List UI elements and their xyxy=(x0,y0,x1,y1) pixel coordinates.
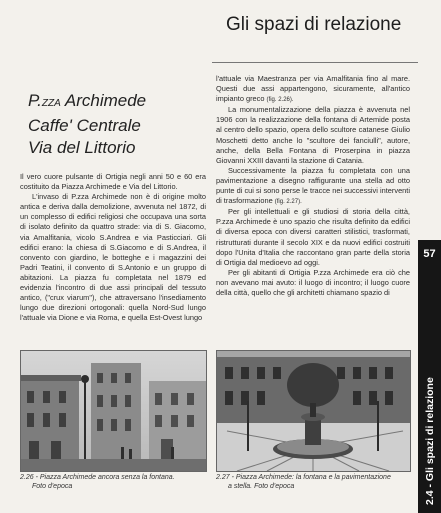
figure-reference: (fig. 2.27). xyxy=(274,199,302,206)
right-text-column xyxy=(216,74,410,298)
title-line-3: Via del Littorio xyxy=(28,138,136,157)
figure-reference: (fig. 2.26). xyxy=(266,97,294,104)
title-line-2: Caffe' Centrale xyxy=(28,116,141,135)
paragraph: Successivamente la piazza fu completata con una pavimentazione a disegno raffigurante una stella ad otto punte di cui si sono perse le tracce nei successivi interventi di trasformazione (fig. 2.27). xyxy=(216,165,410,206)
paragraph: La monumentalizzazione della piazza è avvenuta nel 1906 con la realizzazione della fontana di Artemide posta al centro dello spazio, opera dello scultore catanese Giulio Moschetti detto anche lo "scultore dei fanciulli", autore, anche, della Bella Fontana di Proserpina in piazza Giovanni XXIII davanti la stazione di Catania. xyxy=(216,105,410,165)
paragraph: Il vero cuore pulsante di Ortigia negli anni 50 e 60 era costituito da Piazza Archimede e Via del Littorio. xyxy=(20,172,206,192)
paragraph: l'attuale via Maestranza per via Amalfitania fino al mare. Questi due assi appartengono, sicuramente, all'antico impianto greco (fig. 2.26). xyxy=(216,74,410,104)
historic-photo-piazza-without-fountain xyxy=(20,350,207,472)
photo-illustration xyxy=(217,351,410,471)
photo-illustration xyxy=(21,351,206,471)
chapter-heading: Gli spazi di relazione xyxy=(226,14,402,35)
historic-photo-fountain-star-paving xyxy=(216,350,411,472)
paragraph: L'invaso di P.zza Archimede non è di origine molto antica e deriva dalla demolizione, avvenuta nel 1872, di un complesso di edifici religiosi che occupava una sorta di isolato definito da quattro strade: via di S. Giacomo, via Amalfitania, vicolo S.Andrea e via Pasticciari. Gli edifici erano: la chiesa di S.Giacomo e di S.Andrea, il convento con giardino, le botteghe e i magazzini dei Padri Teatini, il convento di S.Antonio e un gruppo di abitazioni. La piazza fu completata nel 1879 ed evidenzia l'incontro di due assi principali del tessuto antico, ("crux viarum"), che attraversano l'insediamento lungo due direzioni ortogonali: quella Nord-Sud lungo l'attuale via Dione e via Roma, e quella Est-Ovest lungo xyxy=(20,192,206,323)
section-label: 2.4 - Gli spazi di relazione xyxy=(424,377,436,505)
paragraph: Per gli intellettuali e gli studiosi di storia della città, P.zza Archimede è uno spazio che risulta definito da edifici di diversa epoca con diversi caratteri stilistici, trasformati, ristrutturati durante il secolo XIX e da nuovi edifici costruiti dopo l'Unita d'Italia che raccontano gran parte della storia di Ortigia dal medioevo ad oggi. xyxy=(216,207,410,267)
left-text-column xyxy=(20,172,206,323)
page-number: 57 xyxy=(423,248,436,260)
paragraph: Per gli abitanti di Ortigia P.zza Archimede era ciò che non avevano mai avuto: il luogo di incontro; il luogo cuore della città, quello che gli architetti chiamano spazio di xyxy=(216,267,410,297)
figure-caption-2-26: 2.26 - Piazza Archimede ancora senza la fontana. Foto d'epoca xyxy=(20,474,175,490)
figure-caption-2-27: 2.27 - Piazza Archimede: la fontana e la pavimentazione a stella. Foto d'epoca xyxy=(216,474,391,490)
heading-rule xyxy=(212,62,418,63)
title-line-1: P.ZZA Archimede xyxy=(28,91,147,110)
section-title xyxy=(28,90,208,159)
